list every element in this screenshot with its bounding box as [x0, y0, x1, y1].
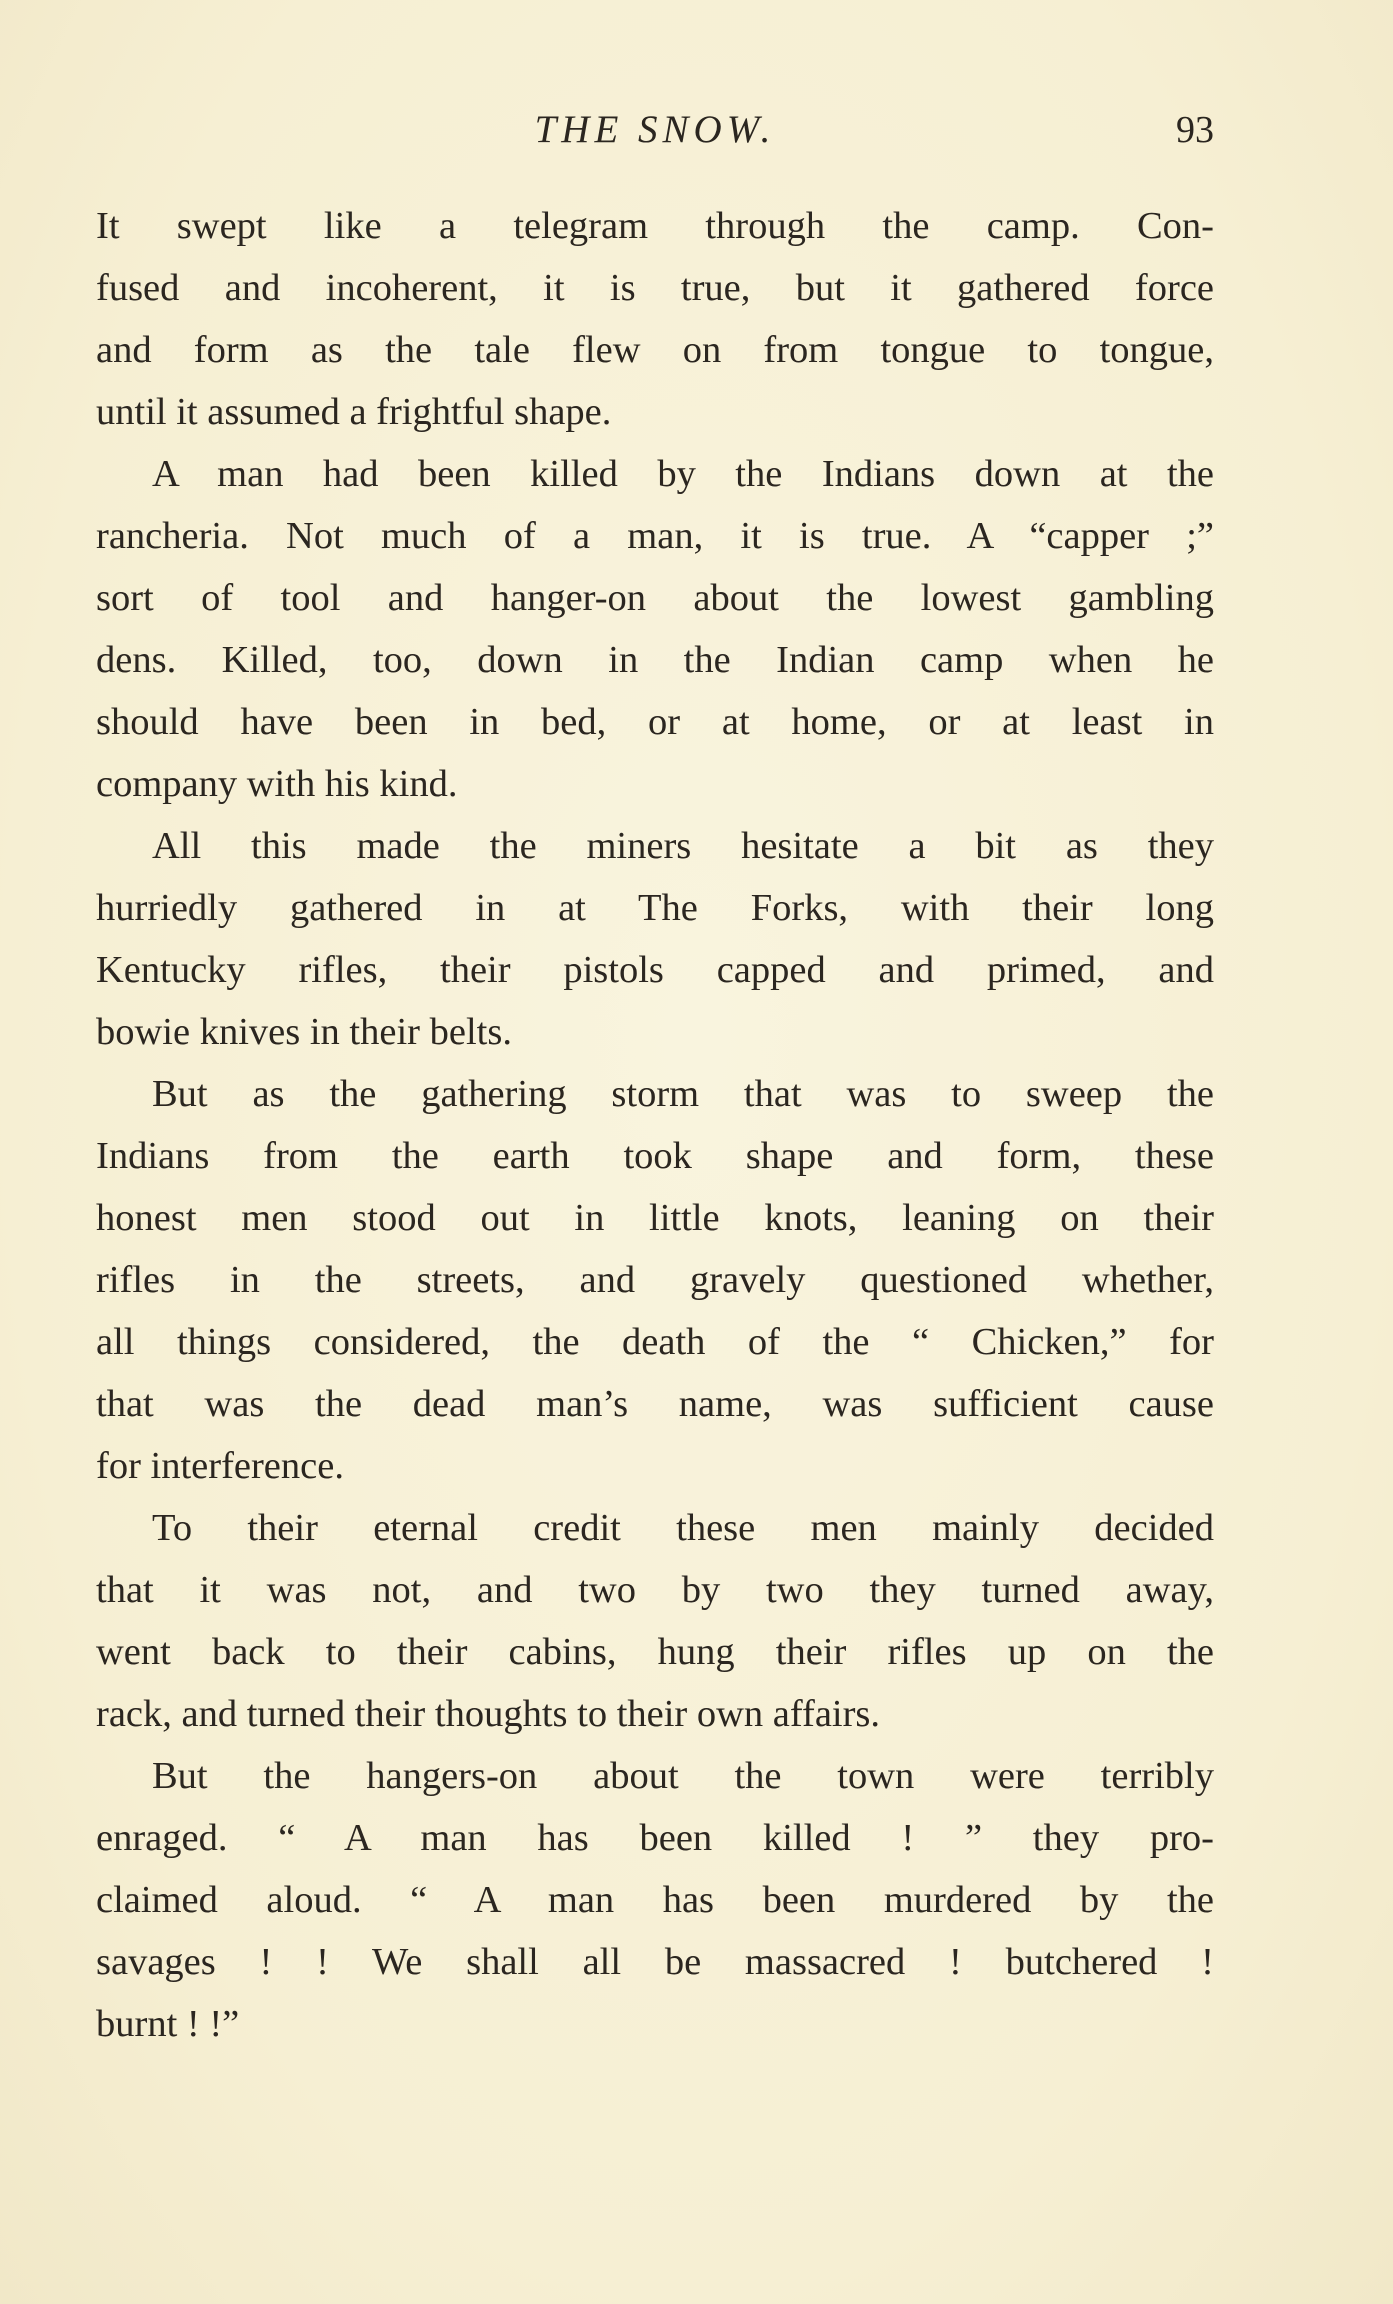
text-line: burnt ! !”	[96, 2003, 240, 2045]
text-line: and form as the tale flew on from tongue to tongue,	[96, 329, 1214, 371]
text-line: rack, and turned their thoughts to their own affairs.	[96, 1693, 881, 1735]
text-line: Kentucky rifles, their pistols capped and primed, and	[96, 949, 1214, 991]
text-line: savages ! ! We shall all be massacred ! butchered !	[96, 1941, 1214, 1983]
text-line: enraged. “ A man has been killed ! ” they pro-	[96, 1817, 1214, 1859]
text-line: company with his kind.	[96, 763, 458, 805]
text-line: A man had been killed by the Indians down at the	[152, 453, 1214, 495]
text-line: rifles in the streets, and gravely questioned whether,	[96, 1259, 1214, 1301]
text-line: But the hangers-on about the town were terribly	[152, 1755, 1214, 1797]
text-line: fused and incoherent, it is true, but it gathered force	[96, 267, 1214, 309]
text-line: To their eternal credit these men mainly decided	[152, 1507, 1214, 1549]
text-line: went back to their cabins, hung their rifles up on the	[96, 1631, 1214, 1673]
running-title: THE SNOW.	[534, 108, 776, 151]
text-line: sort of tool and hanger-on about the lowest gambling	[96, 577, 1214, 619]
text-line: until it assumed a frightful shape.	[96, 391, 612, 433]
text-line: dens. Killed, too, down in the Indian camp when he	[96, 639, 1214, 681]
text-line: But as the gathering storm that was to sweep the	[152, 1073, 1214, 1115]
text-line: All this made the miners hesitate a bit as they	[152, 825, 1214, 867]
text-line: that it was not, and two by two they turned away,	[96, 1569, 1214, 1611]
running-head	[96, 100, 1214, 160]
body-text	[96, 195, 1214, 2055]
text-line: rancheria. Not much of a man, it is true. A “capper ;”	[96, 515, 1214, 557]
text-line: hurriedly gathered in at The Forks, with their long	[96, 887, 1214, 929]
text-line: claimed aloud. “ A man has been murdered by the	[96, 1879, 1214, 1921]
text-line: Indians from the earth took shape and form, these	[96, 1135, 1214, 1177]
text-line: bowie knives in their belts.	[96, 1011, 512, 1053]
page-number: 93	[1176, 109, 1214, 151]
text-line: should have been in bed, or at home, or at least in	[96, 701, 1214, 743]
text-line: honest men stood out in little knots, leaning on their	[96, 1197, 1214, 1239]
text-line: all things considered, the death of the “ Chicken,” for	[96, 1321, 1214, 1363]
text-line: for interference.	[96, 1445, 344, 1487]
text-line: that was the dead man’s name, was sufficient cause	[96, 1383, 1214, 1425]
text-line: It swept like a telegram through the camp. Con-	[96, 205, 1214, 247]
